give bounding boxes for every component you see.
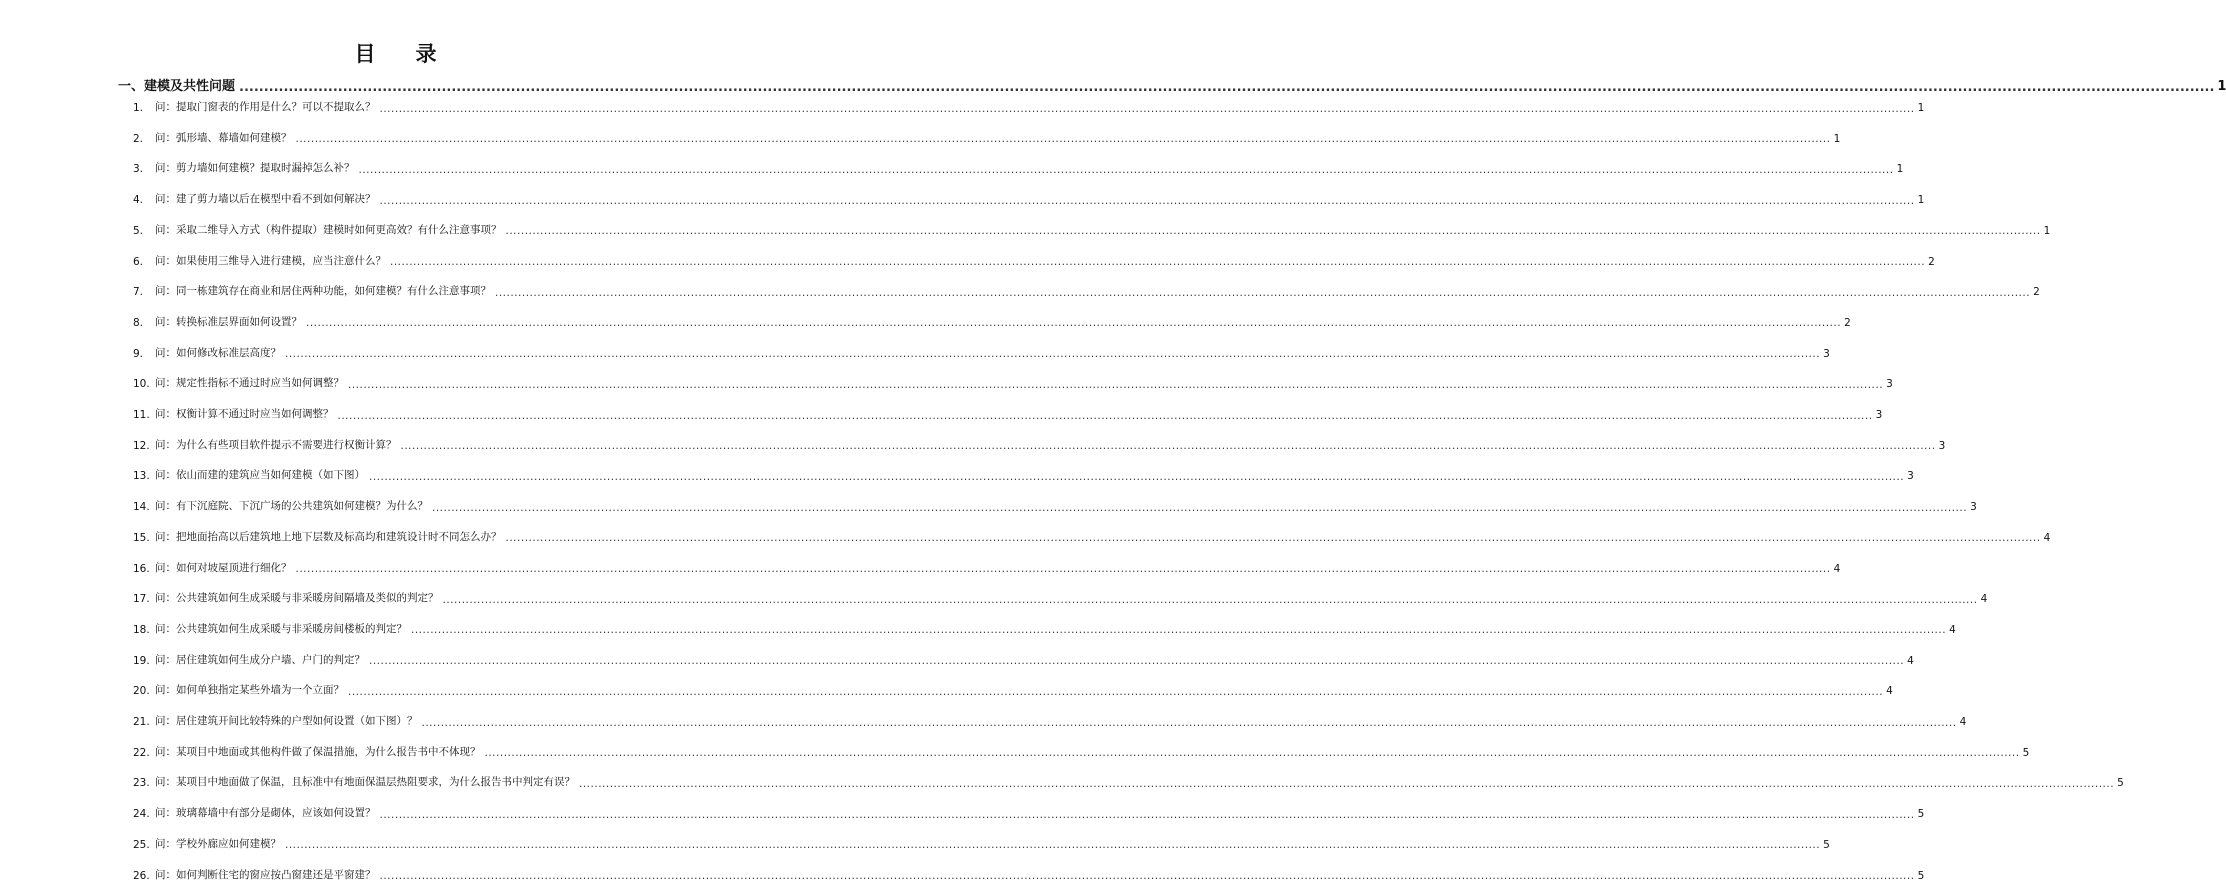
toc-entry-number: 3.	[133, 163, 144, 176]
toc-entry-number: 20.	[133, 685, 150, 698]
toc-entry[interactable]	[133, 252, 1935, 268]
toc-entry-text: 问：某项目中地面做了保温，且标准中有地面保温层热阻要求，为什么报告书中判定有误？	[155, 776, 575, 789]
toc-leader-dots: ................................................................................................................................................................................................................................................................................................................................................................................................................	[411, 624, 1947, 637]
toc-entry-number: 21.	[133, 716, 150, 728]
toc-entry[interactable]	[133, 436, 1946, 453]
toc-entry-page: 4	[1886, 685, 1893, 698]
toc-leader-dots: ................................................................................................................................................................................................................................................................................................................................................................................................................	[358, 163, 1894, 176]
toc-entry-text: 问：建了剪力墙以后在模型中看不到如何解决？	[155, 193, 376, 206]
toc-entry[interactable]	[133, 651, 1914, 668]
toc-entry-page: 1	[1833, 132, 1841, 145]
toc-entry[interactable]	[133, 129, 1841, 146]
toc-entry-page: 3	[1938, 439, 1946, 452]
toc-entry[interactable]	[133, 743, 2030, 760]
toc-entry-page: 4	[1949, 623, 1956, 636]
toc-entry-text: 问：依山而建的建筑应当如何建模（如下图）	[155, 469, 365, 482]
toc-entry-text: 问：公共建筑如何生成采暖与非采暖房间隔墙及类似的判定？	[155, 592, 439, 605]
toc-entry-number: 16.	[133, 562, 150, 575]
toc-leader-dots: ................................................................................................................................................................................................................................................................................................................................................................................................................	[295, 133, 1831, 146]
toc-entry-number: 12.	[133, 439, 150, 452]
toc-entry-page: 5	[1917, 869, 1925, 882]
toc-leader-dots: ................................................................................................................................................................................................................................................................................................................................................................................................................	[295, 563, 1831, 575]
toc-entry[interactable]	[133, 374, 1893, 391]
toc-entry[interactable]	[133, 405, 1883, 422]
toc-entry-page: 2	[2033, 286, 2040, 299]
toc-entry-page: 5	[2117, 777, 2124, 790]
toc-entry-page: 5	[1823, 838, 1830, 851]
toc-leader-dots: ................................................................................................................................................................................................................................................................................................................................................................................................................	[421, 716, 1957, 729]
toc-entry-number: 18.	[133, 623, 150, 636]
toc-entry-page: 1	[2043, 224, 2051, 237]
toc-entry-page: 3	[1970, 501, 1977, 514]
toc-entry-text: 问：如何判断住宅的窗应按凸窗建还是平窗建？	[155, 868, 376, 881]
toc-entry[interactable]	[133, 835, 1830, 852]
toc-entry-text: 问：提取门窗表的作用是什么？可以不提取么？	[155, 101, 376, 113]
toc-entry[interactable]	[133, 681, 1893, 698]
toc-leader-dots: ................................................................................................................................................................................................................................................................................................................................................................................................................	[432, 501, 1968, 514]
toc-entry-number: 14.	[133, 501, 150, 514]
toc-leader-dots: ................................................................................................................................................................................................................................................................................................................................................................................................................	[285, 839, 1821, 852]
toc-leader-dots: ................................................................................................................................................................................................................................................................................................................................................................................................................	[379, 808, 1915, 821]
toc-entry-number: 15.	[133, 531, 150, 544]
toc-entry-number: 1.	[133, 102, 144, 114]
toc-leader-dots: ................................................................................................................................................................................................................................................................................................................................................................................................................	[442, 593, 1978, 606]
toc-entry[interactable]	[133, 528, 2051, 545]
toc-entry[interactable]	[133, 98, 1925, 115]
page-title	[0, 38, 791, 68]
toc-entry-text: 问：如何对坡屋顶进行细化？	[155, 561, 292, 574]
toc-entry[interactable]	[133, 804, 1925, 821]
toc-entry-number: 23.	[133, 777, 150, 790]
toc-leader-dots: ................................................................................................................................................................................................................................................................................................................................................................................................................	[484, 747, 2020, 760]
toc-entry[interactable]	[133, 159, 1904, 176]
toc-leader-dots: ................................................................................................................................................................................................................................................................................................................................................................................................................	[505, 225, 2041, 238]
toc-leader-dots: ................................................................................................................................................................................................................................................................................................................................................................................................................	[239, 80, 2215, 95]
toc-entry-text: 问：学校外廊应如何建模？	[155, 837, 281, 850]
toc-section-page: 1	[2217, 79, 2226, 94]
toc-entry-text: 问：弧形墙、幕墙如何建模？	[155, 131, 292, 144]
toc-entry-number: 6.	[133, 255, 144, 268]
toc-entry-text: 问：某项目中地面或其他构件做了保温措施，为什么报告书中不体现？	[155, 745, 481, 758]
toc-section-heading[interactable]	[118, 76, 2226, 95]
toc-entry-number: 13.	[133, 470, 150, 483]
toc-entry-text: 问：把地面抬高以后建筑地上地下层数及标高均和建筑设计时不同怎么办？	[155, 530, 502, 543]
toc-entry-number: 10.	[133, 378, 150, 391]
toc-entry-text: 问：规定性指标不通过时应当如何调整？	[155, 377, 344, 390]
toc-entry-page: 1	[1917, 102, 1925, 114]
toc-entry[interactable]	[133, 559, 1841, 575]
toc-entry-number: 22.	[133, 746, 150, 759]
toc-leader-dots: ................................................................................................................................................................................................................................................................................................................................................................................................................	[306, 317, 1842, 330]
toc-entry-page: 4	[1959, 716, 1967, 728]
toc-entry-text: 问：玻璃幕墙中有部分是砌体，应该如何设置？	[155, 807, 376, 820]
toc-entry-page: 5	[1917, 808, 1925, 821]
toc-leader-dots: ................................................................................................................................................................................................................................................................................................................................................................................................................	[337, 409, 1873, 422]
toc-entry-text: 问：剪力墙如何建模？提取时漏掉怎么补？	[155, 162, 355, 175]
toc-entry-page: 2	[1844, 316, 1851, 329]
toc-entry-text: 问：权衡计算不通过时应当如何调整？	[155, 408, 334, 420]
toc-entry[interactable]	[133, 712, 1967, 729]
toc-entry-page: 1	[1917, 194, 1925, 207]
toc-leader-dots: ................................................................................................................................................................................................................................................................................................................................................................................................................	[285, 348, 1821, 361]
toc-entry-number: 19.	[133, 654, 150, 667]
toc-leader-dots: ................................................................................................................................................................................................................................................................................................................................................................................................................	[379, 194, 1915, 207]
toc-entry-number: 4.	[133, 194, 144, 207]
toc-entry[interactable]	[133, 466, 1914, 483]
toc-entry[interactable]	[133, 313, 1851, 330]
toc-leader-dots: ................................................................................................................................................................................................................................................................................................................................................................................................................	[369, 655, 1905, 668]
toc-entry-number: 17.	[133, 593, 150, 606]
toc-entry-number: 5.	[133, 224, 144, 237]
toc-entry-page: 3	[1875, 409, 1883, 421]
toc-entry-text: 问：如何修改标准层高度？	[155, 346, 281, 359]
toc-entry-text: 问：为什么有些项目软件提示不需要进行权衡计算？	[155, 438, 397, 451]
toc-entry-number: 8.	[133, 316, 144, 329]
title-char-2: 录	[415, 42, 437, 66]
toc-entry[interactable]	[133, 620, 1956, 637]
toc-entry[interactable]	[133, 190, 1925, 207]
toc-entry-number: 11.	[133, 409, 150, 421]
toc-leader-dots: ................................................................................................................................................................................................................................................................................................................................................................................................................	[348, 378, 1884, 391]
toc-entry-text: 问：公共建筑如何生成采暖与非采暖房间楼板的判定？	[155, 622, 407, 635]
toc-entry-page: 5	[2022, 746, 2030, 759]
toc-entry-page: 1	[1896, 163, 1904, 176]
toc-entry-page: 4	[2043, 531, 2051, 544]
toc-entry[interactable]	[133, 773, 2124, 790]
toc-entry-text: 问：转换标准层界面如何设置？	[155, 315, 302, 328]
toc-entry[interactable]	[133, 589, 1988, 606]
toc-entry-text: 问：如果使用三维导入进行建模，应当注意什么？	[155, 254, 386, 267]
toc-entry[interactable]	[133, 344, 1830, 361]
toc-leader-dots: ................................................................................................................................................................................................................................................................................................................................................................................................................	[400, 440, 1936, 453]
toc-entry-number: 2.	[133, 132, 144, 145]
toc-entry-text: 问：居住建筑开间比较特殊的户型如何设置（如下图）？	[155, 715, 418, 727]
toc-entry-page: 4	[1833, 562, 1841, 575]
toc-entry-text: 问：有下沉庭院、下沉广场的公共建筑如何建模？为什么？	[155, 500, 428, 513]
toc-entry[interactable]	[133, 282, 2040, 299]
toc-entry-number: 7.	[133, 286, 144, 299]
toc-entry-text: 问：居住建筑如何生成分户墙、户门的判定？	[155, 653, 365, 666]
toc-entry-text: 问：如何单独指定某些外墙为一个立面？	[155, 684, 344, 697]
toc-leader-dots: ................................................................................................................................................................................................................................................................................................................................................................................................................	[505, 532, 2041, 545]
toc-entry-text: 问：同一栋建筑存在商业和居住两种功能，如何建模？有什么注意事项？	[155, 285, 491, 298]
toc-entry-page: 3	[1907, 470, 1914, 483]
toc-leader-dots: ................................................................................................................................................................................................................................................................................................................................................................................................................	[379, 870, 1915, 882]
toc-leader-dots: ................................................................................................................................................................................................................................................................................................................................................................................................................	[579, 777, 2115, 790]
toc-entry[interactable]	[133, 497, 1977, 514]
toc-entry-number: 24.	[133, 808, 150, 821]
toc-entry-page: 3	[1823, 347, 1830, 360]
toc-entry-text: 问：采取二维导入方式（构件提取）建模时如何更高效？有什么注意事项？	[155, 223, 502, 236]
toc-entry-number: 26.	[133, 869, 150, 882]
toc-leader-dots: ................................................................................................................................................................................................................................................................................................................................................................................................................	[369, 470, 1905, 483]
toc-section-label: 一、建模及共性问题	[118, 79, 236, 94]
title-char-1: 目	[354, 42, 376, 66]
toc-entry-page: 4	[1980, 593, 1988, 606]
toc-leader-dots: ................................................................................................................................................................................................................................................................................................................................................................................................................	[348, 685, 1884, 698]
toc-leader-dots: ................................................................................................................................................................................................................................................................................................................................................................................................................	[390, 256, 1926, 268]
toc-entry-page: 4	[1907, 654, 1914, 667]
toc-leader-dots: ................................................................................................................................................................................................................................................................................................................................................................................................................	[379, 102, 1915, 115]
toc-entry[interactable]	[133, 866, 1925, 882]
toc-entry[interactable]	[133, 221, 2051, 238]
toc-leader-dots: ................................................................................................................................................................................................................................................................................................................................................................................................................	[495, 286, 2031, 299]
toc-entry-number: 9.	[133, 347, 144, 360]
toc-entry-page: 2	[1928, 255, 1935, 268]
toc-entry-number: 25.	[133, 838, 150, 851]
toc-entry-page: 3	[1886, 378, 1893, 391]
